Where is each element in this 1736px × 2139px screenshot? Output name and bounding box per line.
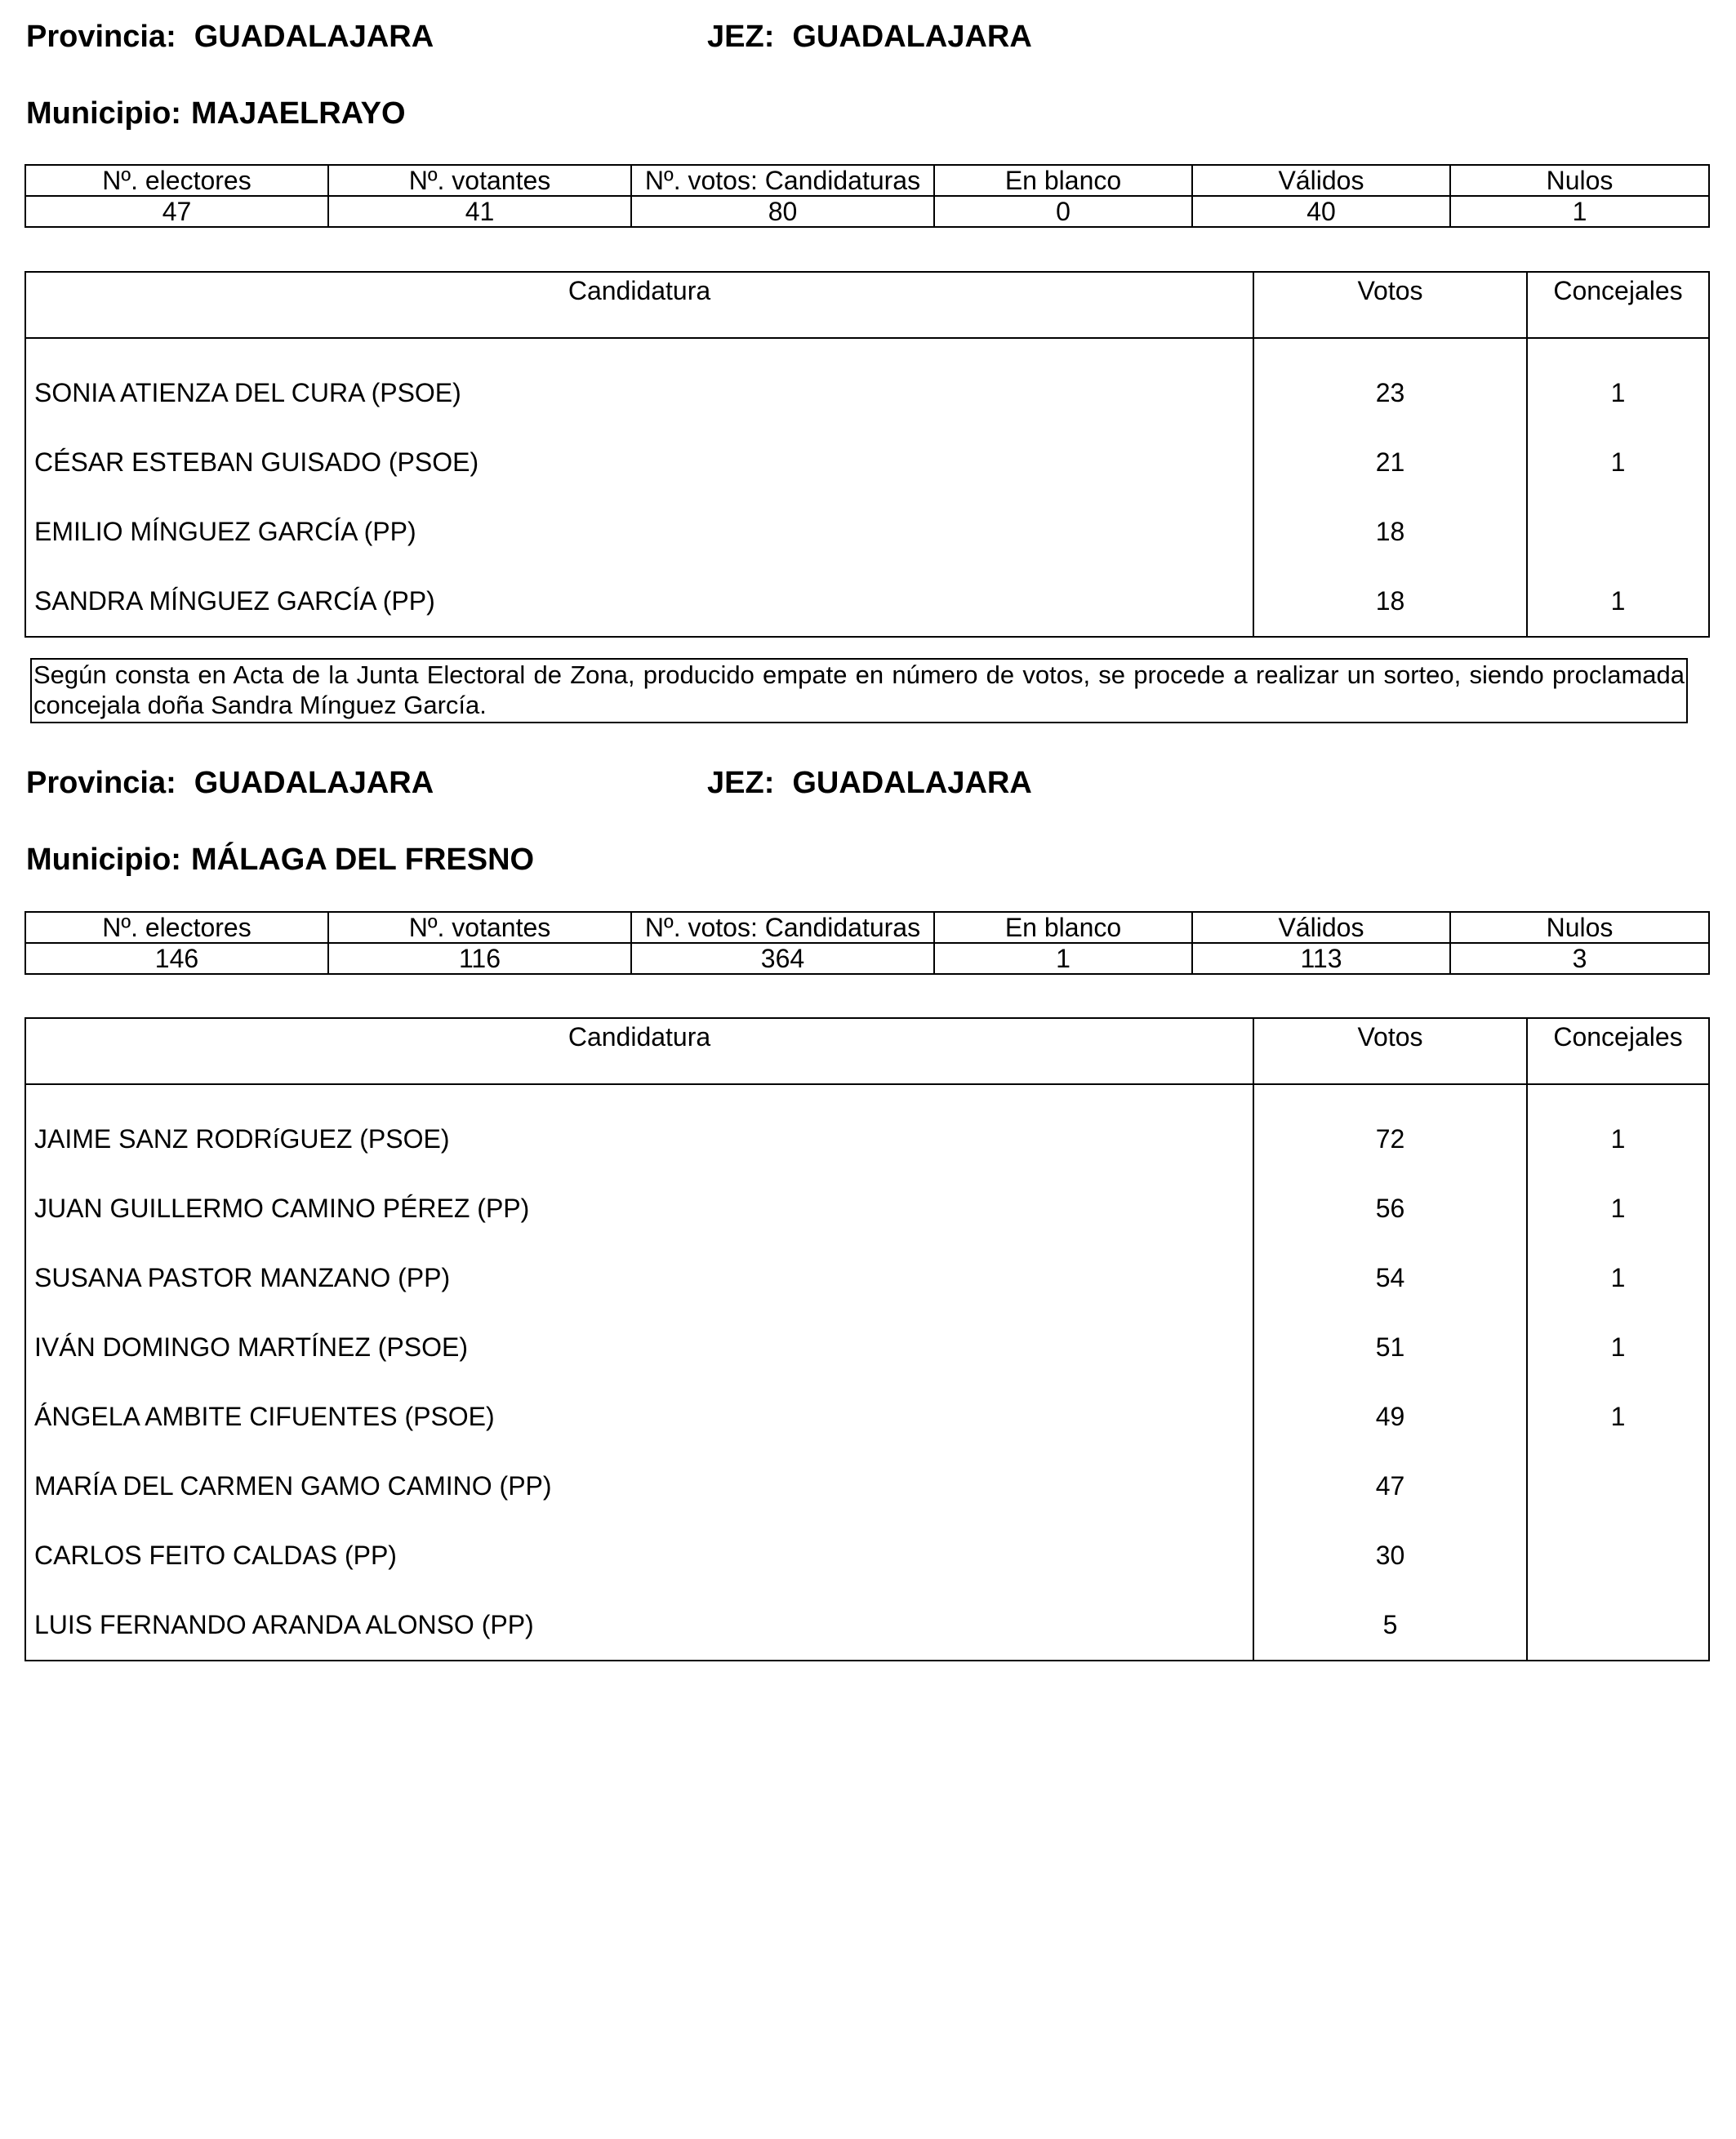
candidate-row — [25, 1174, 1709, 1243]
candidate-concejales: 1 — [1527, 1084, 1709, 1174]
concejales-header: Concejales — [1527, 272, 1709, 338]
candidate-name: ÁNGELA AMBITE CIFUENTES (PSOE) — [34, 1402, 495, 1431]
candidate-votos: 49 — [1253, 1382, 1527, 1452]
candidate-name: JAIME SANZ RODRíGUEZ (PSOE) — [34, 1124, 450, 1154]
municipio-heading — [26, 841, 534, 878]
stats-header-cell: Nº. votantes — [328, 912, 631, 943]
candidate-concejales — [1527, 1521, 1709, 1590]
stats-header-row — [25, 165, 1709, 196]
candidate-concejales — [1527, 1590, 1709, 1661]
candidates-header-row — [25, 272, 1709, 338]
candidate-row — [25, 1313, 1709, 1382]
stats-header-cell: Nº. votos: Candidaturas — [631, 165, 934, 196]
candidate-votos: 54 — [1253, 1243, 1527, 1313]
candidate-votos: 18 — [1253, 567, 1527, 637]
candidate-votos: 72 — [1253, 1084, 1527, 1174]
concejales-header: Concejales — [1527, 1018, 1709, 1084]
candidate-name: IVÁN DOMINGO MARTÍNEZ (PSOE) — [34, 1332, 468, 1362]
jez-value: GUADALAJARA — [792, 20, 1032, 54]
stats-header-cell: En blanco — [934, 912, 1192, 943]
stats-value-cell: 1 — [1450, 196, 1709, 227]
municipio-heading — [26, 95, 406, 132]
candidate-votos: 56 — [1253, 1174, 1527, 1243]
provincia-heading — [26, 18, 434, 56]
candidate-concejales: 1 — [1527, 1313, 1709, 1382]
stats-header-cell: Nº. votantes — [328, 165, 631, 196]
jez-label: JEZ: — [707, 766, 775, 800]
stats-header-cell: Nulos — [1450, 912, 1709, 943]
tie-note: Según consta en Acta de la Junta Electoral de Zona, producido empate en número de votos, se procede a realizar un sorteo, siendo proclamada concejala doña Sandra Mínguez García. — [30, 658, 1688, 723]
stats-header-cell: Nº. votos: Candidaturas — [631, 912, 934, 943]
stats-value-cell: 116 — [328, 943, 631, 974]
stats-value-cell: 113 — [1192, 943, 1450, 974]
stats-value-cell: 364 — [631, 943, 934, 974]
candidate-votos: 30 — [1253, 1521, 1527, 1590]
stats-value-row — [25, 196, 1709, 227]
candidate-concejales: 1 — [1527, 1382, 1709, 1452]
candidate-name: MARÍA DEL CARMEN GAMO CAMINO (PP) — [34, 1471, 552, 1501]
stats-table — [24, 164, 1710, 228]
candidate-votos: 47 — [1253, 1452, 1527, 1521]
stats-value-cell: 47 — [25, 196, 328, 227]
candidate-name: LUIS FERNANDO ARANDA ALONSO (PP) — [34, 1610, 534, 1639]
stats-value-cell: 41 — [328, 196, 631, 227]
stats-header-cell: Nulos — [1450, 165, 1709, 196]
candidatura-header: Candidatura — [25, 1018, 1253, 1084]
jez-label: JEZ: — [707, 20, 775, 54]
municipio-value: MAJAELRAYO — [190, 96, 406, 131]
votos-header: Votos — [1253, 1018, 1527, 1084]
candidate-concejales: 1 — [1527, 428, 1709, 497]
candidates-header-row — [25, 1018, 1709, 1084]
stats-value-cell: 3 — [1450, 943, 1709, 974]
provincia-value: GUADALAJARA — [194, 20, 434, 54]
candidate-row — [25, 567, 1709, 637]
jez-value: GUADALAJARA — [792, 766, 1032, 800]
municipio-label: Municipio: — [26, 96, 181, 131]
jez-heading — [707, 18, 1032, 56]
candidate-row — [25, 1382, 1709, 1452]
candidate-name: CARLOS FEITO CALDAS (PP) — [34, 1541, 397, 1570]
provincia-heading — [26, 764, 434, 802]
candidates-table — [24, 1017, 1710, 1661]
candidate-name: SUSANA PASTOR MANZANO (PP) — [34, 1263, 451, 1292]
stats-value-cell: 40 — [1192, 196, 1450, 227]
candidate-votos: 5 — [1253, 1590, 1527, 1661]
stats-table — [24, 911, 1710, 975]
candidate-row — [25, 1521, 1709, 1590]
candidate-concejales — [1527, 1452, 1709, 1521]
stats-value-cell: 1 — [934, 943, 1192, 974]
candidate-row — [25, 497, 1709, 567]
stats-header-cell: Válidos — [1192, 165, 1450, 196]
candidate-row — [25, 428, 1709, 497]
candidate-row — [25, 1590, 1709, 1661]
candidate-concejales: 1 — [1527, 1174, 1709, 1243]
candidate-name: SONIA ATIENZA DEL CURA (PSOE) — [34, 378, 461, 407]
candidate-concejales: 1 — [1527, 1243, 1709, 1313]
stats-value-cell: 146 — [25, 943, 328, 974]
candidate-concejales — [1527, 497, 1709, 567]
provincia-label: Provincia: — [26, 20, 176, 54]
stats-header-cell: Válidos — [1192, 912, 1450, 943]
candidate-votos: 21 — [1253, 428, 1527, 497]
stats-value-row — [25, 943, 1709, 974]
candidate-name: JUAN GUILLERMO CAMINO PÉREZ (PP) — [34, 1194, 530, 1223]
candidate-row — [25, 1084, 1709, 1174]
candidate-row — [25, 1243, 1709, 1313]
candidate-name: EMILIO MÍNGUEZ GARCÍA (PP) — [34, 517, 416, 546]
stats-value-cell: 0 — [934, 196, 1192, 227]
candidate-name: SANDRA MÍNGUEZ GARCÍA (PP) — [34, 586, 435, 616]
municipio-value: MÁLAGA DEL FRESNO — [190, 843, 535, 877]
stats-header-row — [25, 912, 1709, 943]
jez-heading — [707, 764, 1032, 802]
stats-header-cell: En blanco — [934, 165, 1192, 196]
provincia-value: GUADALAJARA — [194, 766, 434, 800]
candidate-votos: 51 — [1253, 1313, 1527, 1382]
candidate-row — [25, 1452, 1709, 1521]
stats-header-cell: Nº. electores — [25, 165, 328, 196]
stats-value-cell: 80 — [631, 196, 934, 227]
candidate-name: CÉSAR ESTEBAN GUISADO (PSOE) — [34, 447, 479, 477]
candidate-votos: 23 — [1253, 338, 1527, 428]
candidates-table — [24, 271, 1710, 638]
candidate-votos: 18 — [1253, 497, 1527, 567]
candidate-concejales: 1 — [1527, 567, 1709, 637]
candidate-row — [25, 338, 1709, 428]
stats-header-cell: Nº. electores — [25, 912, 328, 943]
provincia-label: Provincia: — [26, 766, 176, 800]
candidatura-header: Candidatura — [25, 272, 1253, 338]
votos-header: Votos — [1253, 272, 1527, 338]
municipio-label: Municipio: — [26, 843, 181, 877]
candidate-concejales: 1 — [1527, 338, 1709, 428]
